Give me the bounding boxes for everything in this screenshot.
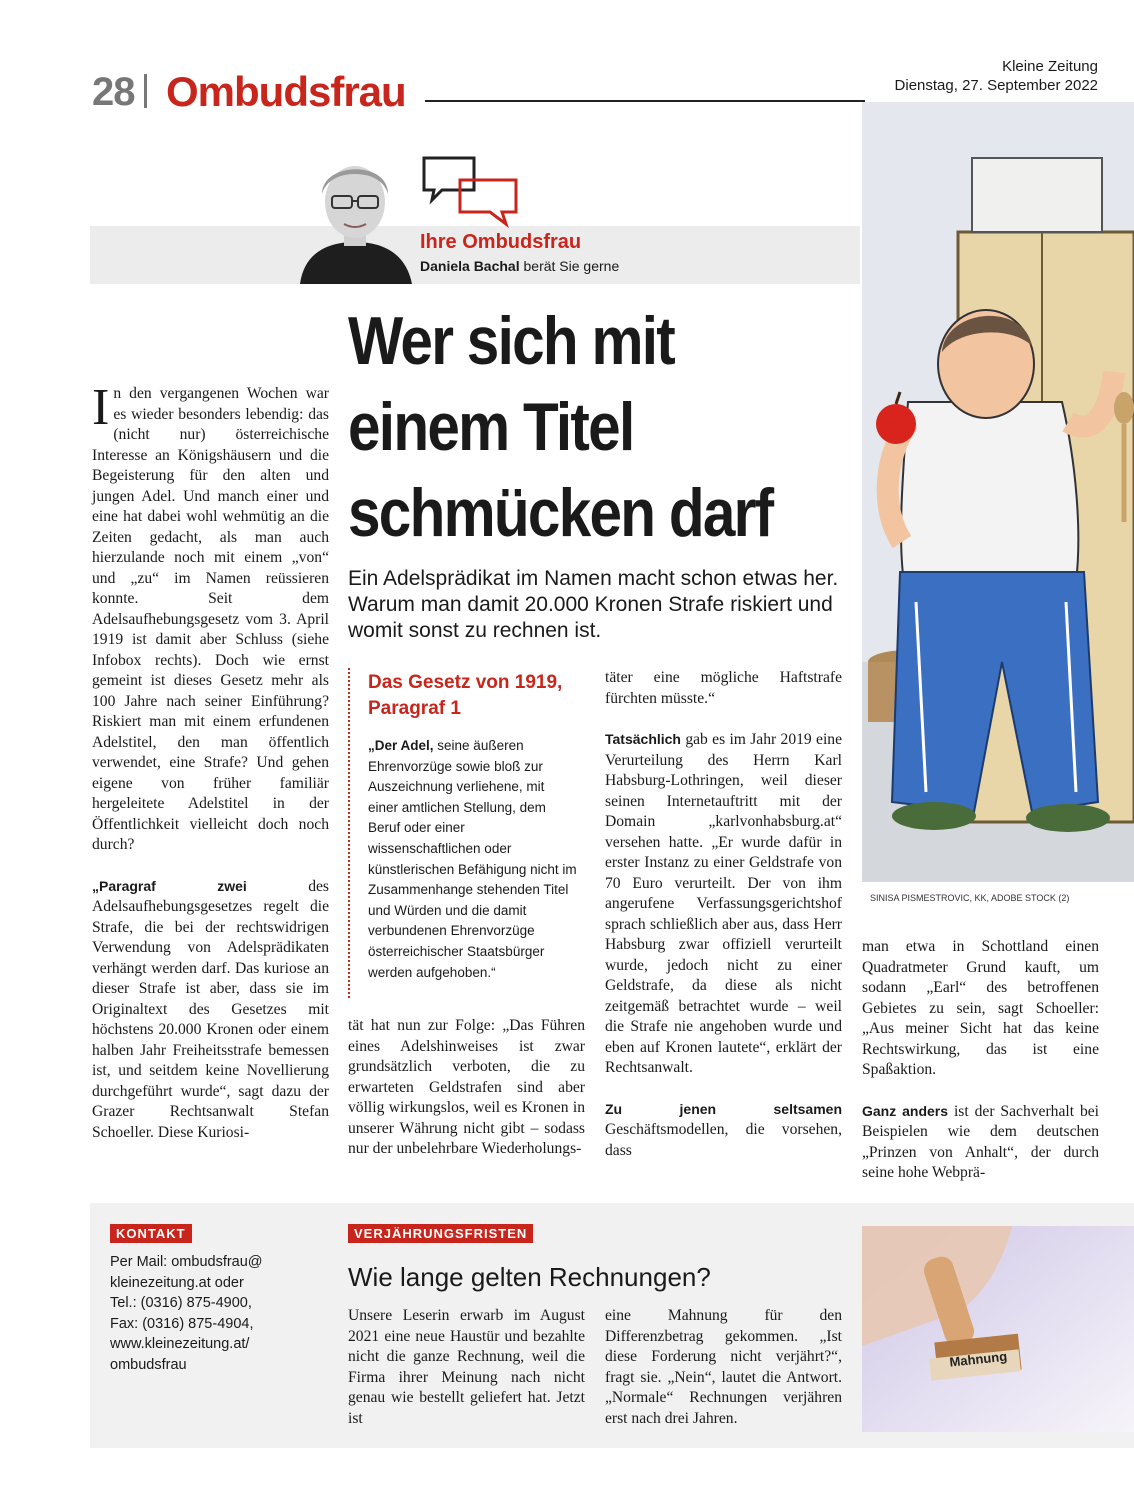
ombudsfrau-title: Ihre Ombudsfrau <box>420 231 582 253</box>
infobox-lead: „Der Adel, <box>368 738 434 753</box>
article-column-2 <box>348 1016 585 1180</box>
paragraph-intro: n den vergangenen Wochen war es wieder besonders lebendig: das (nicht nur) österreichische Interesse an Königshäusern und die Begeisterung für den alten und jungen Adel. Und manch einer und eine hat dabei wohl wehmütig an die Zeiten gedacht, als man auch hierzulande noch mit einem „von“ und „zu“ im Namen reüssieren konnte. Seit dem Adelsaufhebungsgesetz vom 3. April 1919 ist damit aber Schluss (siehe Infobox rechts). Doch wie ernst gemeint ist dieses Gesetz mehr als 100 Jahre nach seiner Einführung? Riskiert man mit einem erfundenen Adelstitel, den man öffentlich verwendet, eine Strafe? Und gehen eigene von früher familiär hergeleitete Adelstitel in der Öffentlichkeit vielleicht doch noch durch? <box>92 385 329 853</box>
article-subheadline: Ein Adelsprädikat im Namen macht schon etwas her. Warum man damit 20.000 Kronen Strafe riskiert und womit sonst zu rechnen ist. <box>348 567 839 642</box>
contact-line: Per Mail: ombudsfrau@ <box>110 1254 263 1270</box>
verjaehrung-title: Wie lange gelten Rechnungen? <box>348 1262 711 1292</box>
speech-bubbles-icon <box>420 152 520 230</box>
paragraph-text: täter eine mögliche Haftstrafe fürchten müsste.“ <box>605 669 842 707</box>
paragraph-text: tät hat nun zur Folge: „Das Führen eines Adelshinweises ist zwar grundsätzlich verboten, die zu erwarteten Geldstrafen sind aber völlig wirkungslos, weil es Kronen in unserer Währung nicht gibt – sodass nur der unbelehrbare Wiederholungs- <box>348 1017 585 1157</box>
contact-line: Fax: (0316) 875-4904, <box>110 1315 254 1332</box>
paragraph-text: gab es im Jahr 2019 eine Verurteilung des Herrn Karl Habsburg-Lothringen, weil dieser seinen Internetauftritt mit der Domain „karlvonhabsburg.at“ versehen hatte. „Er wurde dafür in erster Instanz zu einer Geldstrafe von 70 Euro verurteilt. Der von ihm angerufene Verfassungsgerichtshof sprach schließlich aber aus, dass Herr Habsburg zwar offiziell verurteilt wurde, jedoch nicht zu einer Geldstrafe, da diese als nicht zeitgemäß betrachtet wurde – weil die Strafe nie angehoben wurde und eben auf Kronen lautete“, erklärt der Rechtsanwalt. <box>605 731 842 1076</box>
paragraph-text: man etwa in Schottland einen Quadratmeter Grund kauft, um sodann „Earl“ des betroffenen Gebietes zu sein, sagt Schoeller: „Aus meiner Sicht hat das keine Rechtswirkung, das ist eine Spaßaktion. <box>862 938 1099 1078</box>
contact-label: KONTAKT <box>110 1224 192 1243</box>
paragraph-text: ist der Sachverhalt bei Beispielen wie dem deutschen „Prinzen von Anhalt“, der durch seine hohe Webprä- <box>862 1102 1099 1181</box>
portrait-image <box>292 150 418 284</box>
paragraph-text: des Adelsaufhebungsgesetzes regelt die Strafe, die bei der rechtswidrigen Verwendung von Adelsprädikaten verhängt werden darf. Das kuriose an dieser Strafe ist aber, dass sie im Originaltext des Gesetzes mit höchstens 20.000 Kronen oder einem halben Jahr Freiheitsstrafe bemessen ist, und seitdem keine Novellierung durchgeführt wurde“, sagt dazu der Grazer Rechtsanwalt Stefan Schoeller. Diese Kuriosi- <box>92 877 330 1141</box>
ombudsfrau-subtitle <box>420 258 619 274</box>
article-column-1 <box>92 379 330 1163</box>
stamp-photo <box>862 1226 1134 1432</box>
infobox-title: Das Gesetz von 1919, Paragraf 1 <box>368 672 563 719</box>
ombudsfrau-tagline: berät Sie gerne <box>523 258 620 274</box>
verjaehrung-column-2: eine Mahnung für den Differenzbetrag gekommen. „Ist diese Forderung nicht verjährt?“, fragt sie. „Nein“, lautet die Antwort. „Normale“ Rechnungen verjähren erst nach drei Jahren. <box>605 1307 842 1427</box>
article-column-3 <box>605 668 842 1181</box>
illustration-credit: SINISA PISMESTROVIC, KK, ADOBE STOCK (2) <box>870 893 1070 903</box>
dropcap: I <box>92 379 110 436</box>
paragraph-text: Geschäftsmodellen, die vorsehen, dass <box>605 1121 842 1159</box>
ombudsfrau-name: Daniela Bachal <box>420 258 520 274</box>
section-title: Ombudsfrau <box>166 68 406 115</box>
paragraph-lead: „Paragraf zwei <box>92 877 247 894</box>
paper-name: Kleine Zeitung <box>1002 58 1098 75</box>
infobox-text <box>368 736 578 983</box>
header-rule <box>425 100 865 102</box>
paragraph-lead: Tatsächlich <box>605 731 681 747</box>
page-number: 28 <box>92 70 135 114</box>
paragraph-lead: Ganz anders <box>862 1102 949 1119</box>
contact-line: www.kleinezeitung.at/ <box>110 1336 250 1352</box>
article-headline: Wer sich mit einem Titel schmücken darf <box>348 303 773 551</box>
contact-line: Tel.: (0316) 875-4900, <box>110 1295 252 1311</box>
contact-details <box>110 1252 330 1375</box>
article-column-4 <box>862 937 1099 1204</box>
infobox-body: seine äußeren Ehrenvorzüge sowie bloß zur Auszeichnung verliehene, mit einer amtlichen Stellung, dem Beruf oder einer wissenschaftlichen oder künstlerischen Befähigung nicht im Zusammenhange stehenden Titel und Würden und die damit verbundenen Ehrenvorzüge österreichischer Staatsbürger werden aufgehoben.“ <box>368 738 577 980</box>
page-separator <box>144 74 147 108</box>
contact-line: ombudsfrau <box>110 1356 187 1373</box>
verjaehrung-label: VERJÄHRUNGSFRISTEN <box>348 1224 533 1243</box>
issue-date: Dienstag, 27. September 2022 <box>894 77 1098 94</box>
cartoon-illustration <box>862 102 1134 882</box>
paragraph-lead: Zu jenen seltsamen <box>605 1100 842 1117</box>
contact-line: kleinezeitung.at oder <box>110 1274 244 1291</box>
verjaehrung-column-1: Unsere Leserin erwarb im August 2021 eine neue Haustür und bezahlte nicht die ganze Rechnung, weil die Firma ihrer Meinung nach nicht genau wie bestellt geliefert hat. Jetzt ist <box>348 1307 585 1427</box>
stamp-text: Mahnung <box>948 1348 1008 1370</box>
